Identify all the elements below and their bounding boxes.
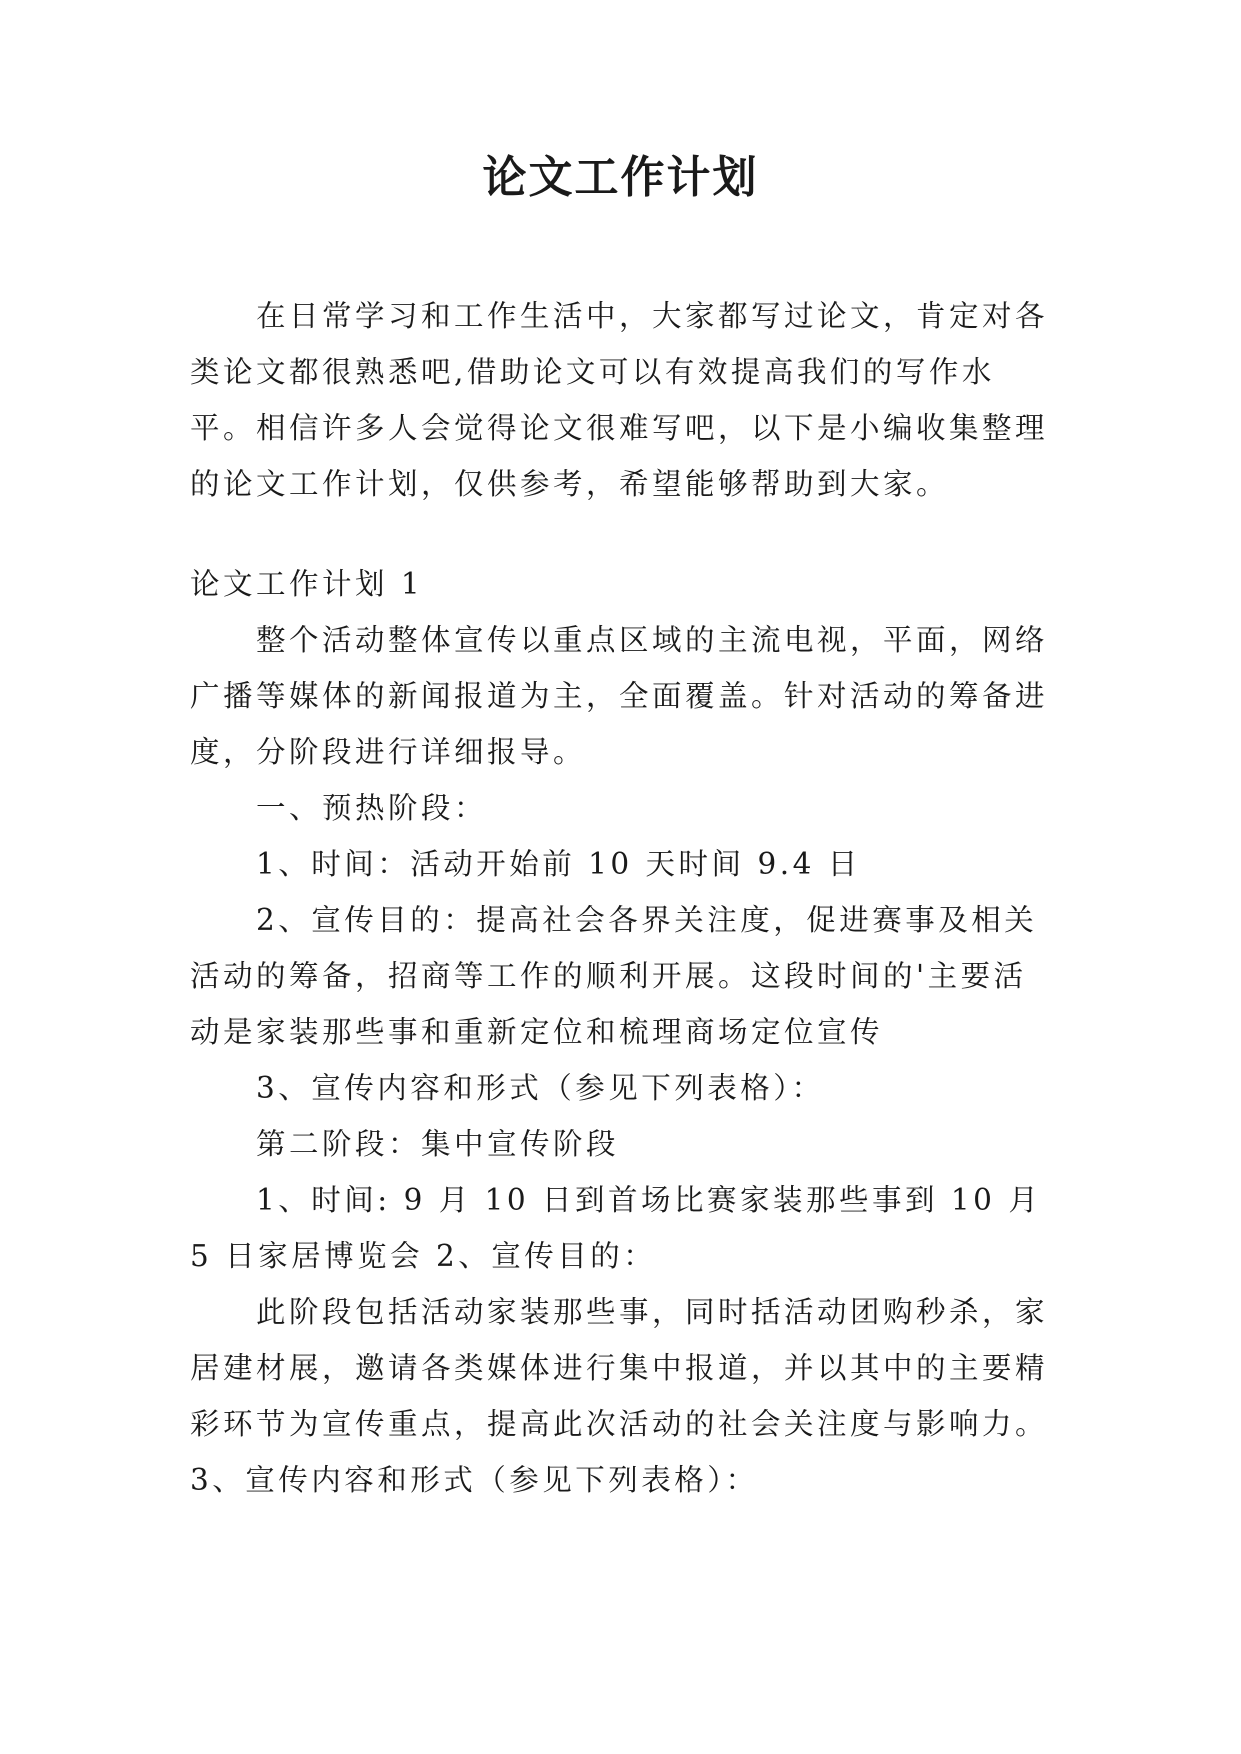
paragraph: 1、时间: 9 月 10 日到首场比赛家装那些事到 10 月 5 日家居博览会 2、宣传目的： [190,1183,1042,1273]
intro-paragraph: 在日常学习和工作生活中，大家都写过论文，肯定对各类论文都很熟悉吧,借助论文可以有效提高我们的写作水平。相信许多人会觉得论文很难写吧，以下是小编收集整理的论文工作计划，仅供参考，希望能够帮助到大家。 [190,299,1049,501]
paragraph: 1、时间：活动开始前 10 天时间 9.4 日 [256,847,861,881]
paragraph: 3、宣传内容和形式（参见下列表格）： [190,1463,759,1497]
section-heading: 论文工作计划 1 [190,567,424,601]
page-title: 论文工作计划 [482,152,759,203]
document-body [190,288,1056,1508]
paragraph: 此阶段包括活动家装那些事，同时括活动团购秒杀，家居建材展，邀请各类媒体进行集中报道，并以其中的主要精彩环节为宣传重点，提高此次活动的社会关注度与影响力。 [190,1295,1049,1441]
paragraph: 整个活动整体宣传以重点区域的主流电视，平面，网络广播等媒体的新闻报道为主，全面覆盖。针对活动的筹备进度，分阶段进行详细报导。 [190,623,1049,769]
paragraph: 一、预热阶段： [256,791,488,825]
paragraph: 第二阶段：集中宣传阶段 [256,1127,620,1161]
paragraph: 2、宣传目的：提高社会各界关注度，促进赛事及相关活动的筹备，招商等工作的顺利开展。这段时间的'主要活动是家装那些事和重新定位和梳理商场定位宣传 [190,903,1038,1049]
paragraph: 3、宣传内容和形式（参见下列表格）： [256,1071,825,1105]
